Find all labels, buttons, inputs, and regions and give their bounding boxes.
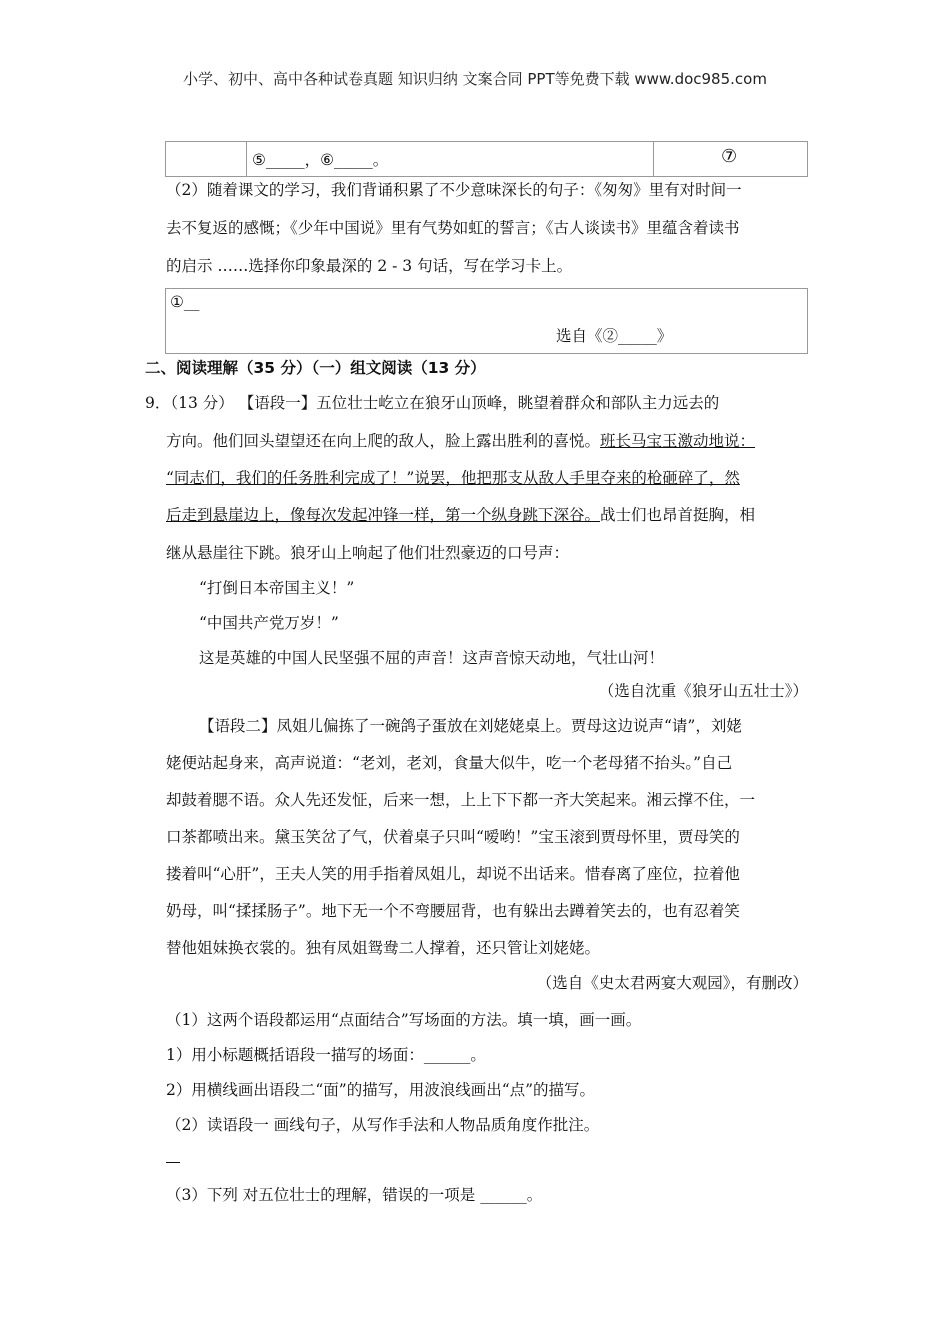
question-line: 1）用小标题概括语段一描写的场面：______。 (166, 1046, 486, 1064)
question-line: （2）读语段一 画线句子，从写作手法和人物品质角度作批注。 (166, 1116, 600, 1134)
study-card-blank: ①__ (170, 293, 200, 311)
passage-text: 战士们也昂首挺胸，相 (600, 506, 756, 524)
passage-line: 9．（13 分） 【语段一】五位壮士屹立在狼牙山顶峰，眺望着群众和部队主力远去的 (145, 394, 720, 412)
passage-line: 替他姐妹换衣裳的。独有凤姐鸳鸯二人撑着，还只管让刘姥姥。 (166, 939, 601, 957)
passage-line: 姥便站起身来，高声说道：“老刘，老刘，食量大似牛，吃一个老母猪不抬头。”自己 (166, 754, 733, 772)
answer-blank-line (166, 1162, 180, 1163)
passage-text: 方向。他们回头望望还在向上爬的敌人，脸上露出胜利的喜悦。 (166, 432, 601, 450)
underlined-sentence: 班长马宝玉激动地说： (600, 432, 756, 450)
passage-line (166, 505, 755, 525)
source-citation: （选自《史太君两宴大观园》，有删改） (536, 974, 808, 992)
page-header-watermark: 小学、初中、高中各种试卷真题 知识归纳 文案合同 PPT等免费下载 www.doc985.com (183, 70, 767, 88)
slogan-line: “中国共产党万岁！” (199, 614, 339, 632)
passage-line: 继从悬崖往下跳。狼牙山上响起了他们壮烈豪迈的口号声： (166, 544, 570, 562)
question-line: （3）下列 对五位壮士的理解，错误的一项是 ______。 (166, 1186, 543, 1204)
q2-line: 的启示 ……选择你印象最深的 2 - 3 句话，写在学习卡上。 (166, 257, 573, 275)
q2-line: 去不复返的感慨；《少年中国说》里有气势如虹的誓言；《古人谈读书》里蕴含着读书 (166, 219, 740, 237)
passage-line: 却鼓着腮不语。众人先还发怔，后来一想，上上下下都一齐大笑起来。湘云撑不住，一 (166, 791, 756, 809)
underlined-sentence: “同志们，我们的任务胜利完成了！”说罢，他把那支从敌人手里夺来的枪砸碎了，然 (166, 469, 740, 487)
underlined-sentence: 后走到悬崖边上，像每次发起冲锋一样，第一个纵身跳下深谷。 (166, 506, 601, 524)
question-line: 2）用横线画出语段二“面”的描写，用波浪线画出“点”的描写。 (166, 1081, 596, 1099)
passage-line: 【语段二】凤姐儿偏拣了一碗鸽子蛋放在刘姥姥桌上。贾母这边说声“请”，刘姥 (199, 717, 742, 735)
passage-line: 这是英雄的中国人民坚强不屈的声音！这声音惊天动地，气壮山河！ (199, 649, 665, 667)
passage-line: 奶母，叫“揉揉肠子”。地下无一个不弯腰屈背，也有躲出去蹲着笑去的，也有忍着笑 (166, 902, 740, 920)
q2-line: （2）随着课文的学习，我们背诵积累了不少意味深长的句子：《匆匆》里有对时间一 (166, 181, 742, 199)
table-marker: ⑦ (721, 146, 738, 167)
answer-table (165, 141, 808, 177)
source-citation: （选自沈重《狼牙山五壮士》） (598, 682, 808, 700)
passage-line (166, 431, 755, 451)
slogan-line: “打倒日本帝国主义！” (199, 579, 355, 597)
table-blanks: ⑤_____，⑥_____。 (252, 151, 389, 169)
section-title: 二、阅读理解（35 分）（一）组文阅读（13 分） (145, 359, 486, 377)
study-card-source: 选自《②_____》 (556, 327, 673, 345)
passage-line: 口茶都喷出来。黛玉笑岔了气，伏着桌子只叫“嗳哟！”宝玉滚到贾母怀里，贾母笑的 (166, 828, 740, 846)
table-divider (246, 142, 247, 176)
question-line: （1）这两个语段都运用“点面结合”写场面的方法。填一填，画一画。 (166, 1011, 642, 1029)
passage-line: 搂着叫“心肝”，王夫人笑的用手指着凤姐儿，却说不出话来。惜春离了座位，拉着他 (166, 865, 740, 883)
table-divider (653, 142, 654, 176)
study-card (165, 288, 808, 354)
